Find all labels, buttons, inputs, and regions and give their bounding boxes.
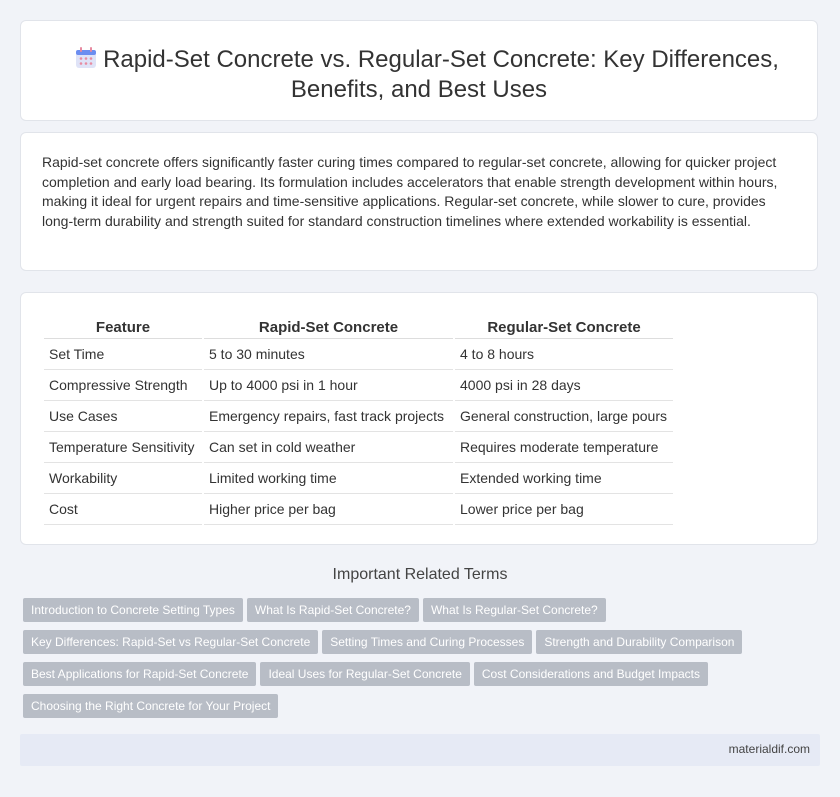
related-term-link[interactable]: Setting Times and Curing Processes bbox=[322, 630, 532, 654]
table-cell: Cost bbox=[44, 494, 202, 525]
table-row bbox=[44, 401, 673, 432]
table-cell: Emergency repairs, fast track projects bbox=[204, 401, 453, 432]
table-cell: Can set in cold weather bbox=[204, 432, 453, 463]
related-term-link[interactable]: Cost Considerations and Budget Impacts bbox=[474, 662, 708, 686]
table-row bbox=[44, 370, 673, 401]
related-term-link[interactable]: Best Applications for Rapid-Set Concrete bbox=[23, 662, 256, 686]
table-cell: Limited working time bbox=[204, 463, 453, 494]
footer bbox=[20, 734, 820, 766]
table-row bbox=[44, 494, 673, 525]
table-cell: General construction, large pours bbox=[455, 401, 673, 432]
table-cell: Use Cases bbox=[44, 401, 202, 432]
related-term-link[interactable]: What Is Rapid-Set Concrete? bbox=[247, 598, 419, 622]
related-term-link[interactable]: Choosing the Right Concrete for Your Project bbox=[23, 694, 278, 718]
comparison-card bbox=[20, 292, 818, 545]
intro-text: Rapid-set concrete offers significantly faster curing times compared to regular-set concrete, allowing for quicker project completion and early load bearing. Its formulation includes accelerators that enable strength development within hours, making it ideal for urgent repairs and time-sensitive applications. Regular-set concrete, while slower to cure, provides long-term durability and strength suited for standard construction timelines where extended workability is essential. bbox=[42, 154, 778, 229]
table-header-row bbox=[44, 317, 673, 339]
table-cell: 5 to 30 minutes bbox=[204, 339, 453, 370]
column-header: Rapid-Set Concrete bbox=[204, 317, 453, 339]
page-title: Rapid-Set Concrete vs. Regular-Set Concrete: Key Differences, Benefits, and Best Uses bbox=[103, 46, 779, 103]
table-cell: 4 to 8 hours bbox=[455, 339, 673, 370]
table-cell: 4000 psi in 28 days bbox=[455, 370, 673, 401]
table-row bbox=[44, 432, 673, 463]
table-cell: Compressive Strength bbox=[44, 370, 202, 401]
related-term-link[interactable]: Introduction to Concrete Setting Types bbox=[23, 598, 243, 622]
header-card bbox=[20, 20, 818, 121]
related-term-link[interactable]: What Is Regular-Set Concrete? bbox=[423, 598, 606, 622]
related-term-link[interactable]: Ideal Uses for Regular-Set Concrete bbox=[260, 662, 469, 686]
related-term-link[interactable]: Key Differences: Rapid-Set vs Regular-Set Concrete bbox=[23, 630, 318, 654]
related-terms-heading: Important Related Terms bbox=[332, 566, 508, 583]
column-header: Feature bbox=[44, 317, 202, 339]
table-row bbox=[44, 463, 673, 494]
table-cell: Up to 4000 psi in 1 hour bbox=[204, 370, 453, 401]
related-terms-list bbox=[23, 598, 813, 726]
table-cell: Temperature Sensitivity bbox=[44, 432, 202, 463]
table-cell: Requires moderate temperature bbox=[455, 432, 673, 463]
table-cell: Higher price per bag bbox=[204, 494, 453, 525]
related-term-link[interactable]: Strength and Durability Comparison bbox=[536, 630, 742, 654]
table-cell: Extended working time bbox=[455, 463, 673, 494]
column-header: Regular-Set Concrete bbox=[455, 317, 673, 339]
table-cell: Set Time bbox=[44, 339, 202, 370]
table-cell: Workability bbox=[44, 463, 202, 494]
intro-card bbox=[20, 132, 818, 271]
table-row bbox=[44, 339, 673, 370]
table-cell: Lower price per bag bbox=[455, 494, 673, 525]
comparison-table bbox=[42, 317, 675, 525]
footer-site-name: materialdif.com bbox=[728, 742, 810, 756]
